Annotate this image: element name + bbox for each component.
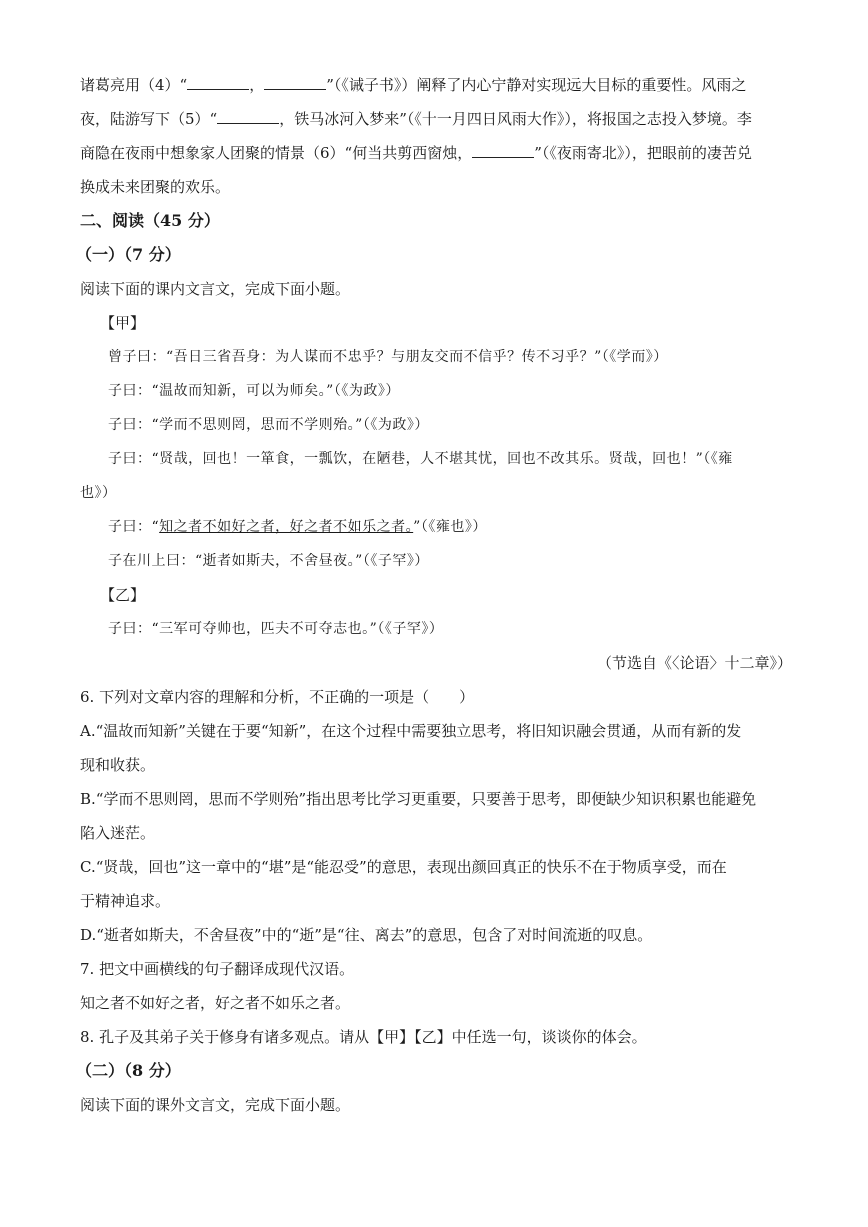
fill-text: 夜，陆游写下（5）“ [80,110,218,128]
answer-blank-4a[interactable] [187,75,249,90]
answer-blank-4b[interactable] [264,75,326,90]
passage-line: 也》） [80,485,117,501]
question-6: 6. 下列对文章内容的理解和分析，不正确的一项是（ ） [80,688,475,706]
passage-label-yi: 【乙】 [100,586,146,604]
source-note: （节选自《〈论语〉十二章》） [596,654,792,672]
fill-line-3 [80,143,792,163]
option-c-cont: 于精神追求。 [80,892,171,910]
passage-line: 曾子曰：“吾日三省吾身：为人谋而不忠乎？与朋友交而不信乎？传不习乎？”（《学而》） [108,349,668,365]
question-7-sentence: 知之者不如好之者，好之者不如乐之者。 [80,994,351,1012]
option-b[interactable]: B.“学而不思则罔，思而不学则殆”指出思考比学习更重要，只要善于思考，即便缺少知识积累也能避免 [80,790,757,808]
answer-blank-5[interactable] [217,109,279,124]
part-title: （二）（8 分） [76,1061,181,1080]
fill-text: ”（《诫子书》）阐释了内心宁静对实现远大目标的重要性。风雨之 [326,76,747,94]
option-d[interactable]: D.“逝者如斯夫，不舍昼夜”中的“逝”是“往、离去”的意思，包含了对时间流逝的叹息。 [80,926,653,944]
fill-text: ， [249,76,265,94]
answer-blank-6[interactable] [472,143,534,158]
option-c[interactable]: C.“贤哉，回也”这一章中的“堪”是“能忍受”的意思，表现出颜回真正的快乐不在于物质享受，而在 [80,858,727,876]
passage-line: 子曰：“贤哉，回也！一箪食，一瓢饮，在陋巷，人不堪其忧，回也不改其乐。贤哉，回也！”（《雍 [108,451,733,467]
underlined-prefix: 子曰：“ [108,519,160,535]
fill-line-2 [80,109,792,129]
passage-line: 子曰：“三军可夺帅也，匹夫不可夺志也。”（《子罕》） [108,621,444,637]
option-b-cont: 陷入迷茫。 [80,824,156,842]
underlined-suffix: ”（《雍也》） [413,519,487,535]
question-7: 7. 把文中画横线的句子翻译成现代汉语。 [80,960,355,978]
passage-line: 子在川上曰：“逝者如斯夫，不舍昼夜。”（《子罕》） [108,553,429,569]
passage-line: 子曰：“温故而知新，可以为师矣。”（《为政》） [108,383,400,399]
option-a-cont: 现和收获。 [80,756,156,774]
question-8: 8. 孔子及其弟子关于修身有诸多观点。请从【甲】【乙】中任选一句，谈谈你的体会。 [80,1028,647,1046]
section-title: 二、阅读（45 分） [80,211,220,230]
part-intro: 阅读下面的课内文言文，完成下面小题。 [80,280,351,298]
fill-line-1 [80,75,792,95]
part-intro: 阅读下面的课外文言文，完成下面小题。 [80,1096,351,1114]
fill-text: 诸葛亮用（4）“ [80,76,188,94]
underlined-sentence: 知之者不如好之者，好之者不如乐之者。 [159,519,414,535]
fill-text: ”（《夜雨寄北》），把眼前的凄苦兑 [534,144,752,162]
passage-line: 子曰：“学而不思则罔，思而不学则殆。”（《为政》） [108,417,429,433]
fill-text: ，铁马冰河入梦来”（《十一月四日风雨大作》），将报国之志投入梦境。李 [279,110,752,128]
passage-label-jia: 【甲】 [100,314,146,332]
fill-line-4: 换成未来团聚的欢乐。 [80,178,231,196]
fill-text: 商隐在夜雨中想象家人团聚的情景（6）“何当共剪西窗烛， [80,144,473,162]
passage-line-underlined [108,517,820,537]
part-title: （一）（7 分） [76,245,181,264]
option-a[interactable]: A.“温故而知新”关键在于要“知新”，在这个过程中需要独立思考，将旧知识融会贯通，从而有新的发 [80,722,742,740]
